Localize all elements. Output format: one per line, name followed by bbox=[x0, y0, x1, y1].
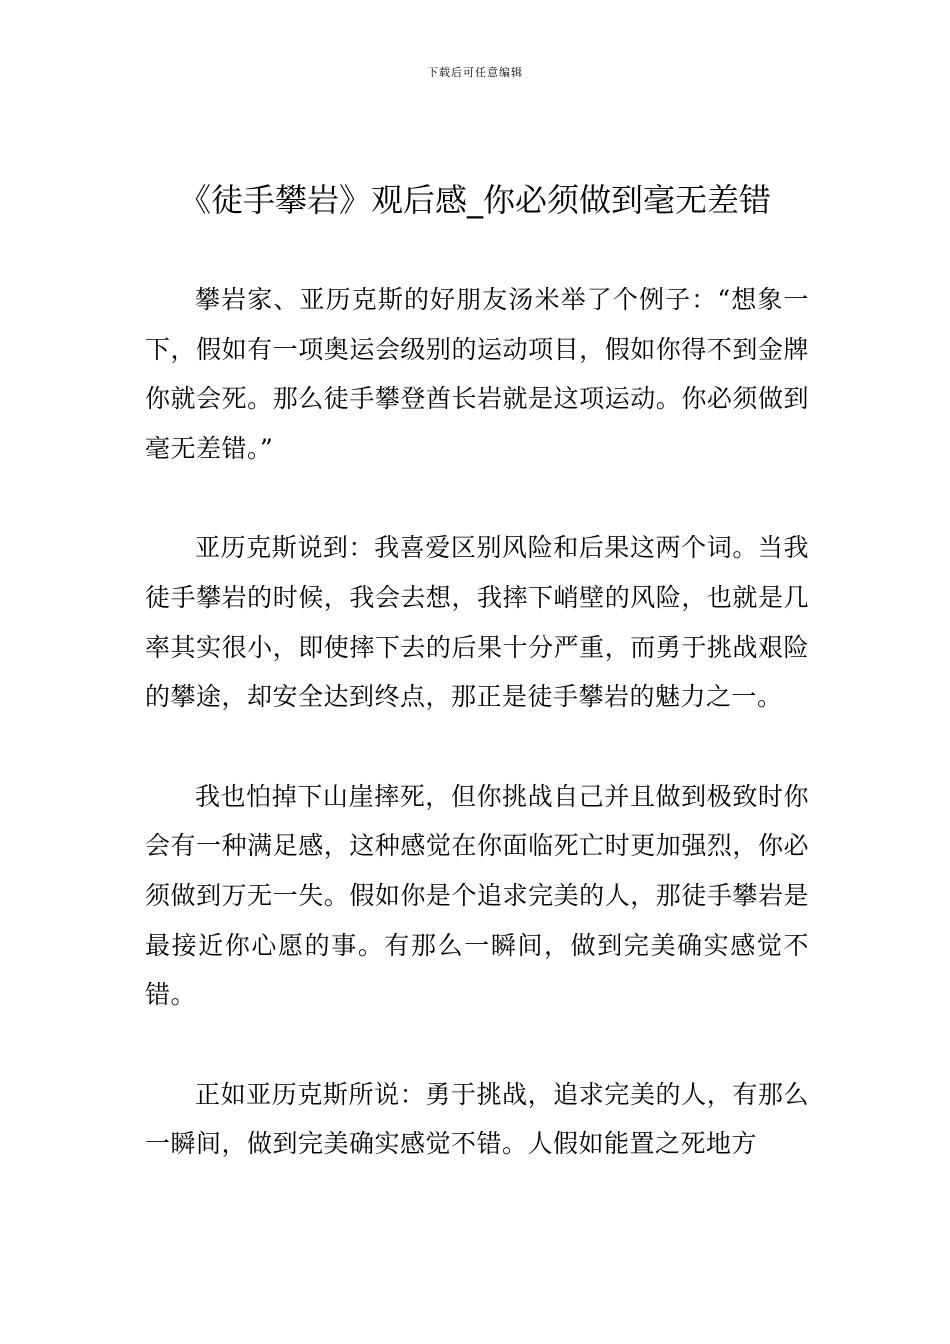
page-header-note: 下载后可任意编辑 bbox=[427, 66, 523, 79]
paragraph-3: 我也怕掉下山崖摔死，但你挑战自己并且做到极致时你会有一种满足感，这种感觉在你面临死亡时更加强烈，你必须做到万无一失。假如你是个追求完美的人，那徒手攀岩是最接近你心愿的事。有那么一瞬间，做到完美确实感觉不错。 bbox=[145, 781, 809, 1010]
paragraph-4: 正如亚历克斯所说：勇于挑战，追求完美的人，有那么一瞬间，做到完美确实感觉不错。人假如能置之死地方 bbox=[145, 1079, 809, 1159]
paragraph-1: 攀岩家、亚历克斯的好朋友汤米举了个例子：“想象一下，假如有一项奥运会级别的运动项目，假如你得不到金牌你就会死。那么徒手攀登酋长岩就是这项运动。你必须做到毫无差错。” bbox=[145, 285, 809, 463]
paragraph-2: 亚历克斯说到：我喜爱区别风险和后果这两个词。当我徒手攀岩的时候，我会去想，我摔下峭壁的风险，也就是几率其实很小，即使摔下去的后果十分严重，而勇于挑战艰险的攀途，却安全达到终点，那正是徒手攀岩的魅力之一。 bbox=[145, 533, 809, 712]
document-body bbox=[145, 275, 809, 1219]
document-title: 《徒手攀岩》观后感_你必须做到毫无差错 bbox=[178, 181, 771, 219]
